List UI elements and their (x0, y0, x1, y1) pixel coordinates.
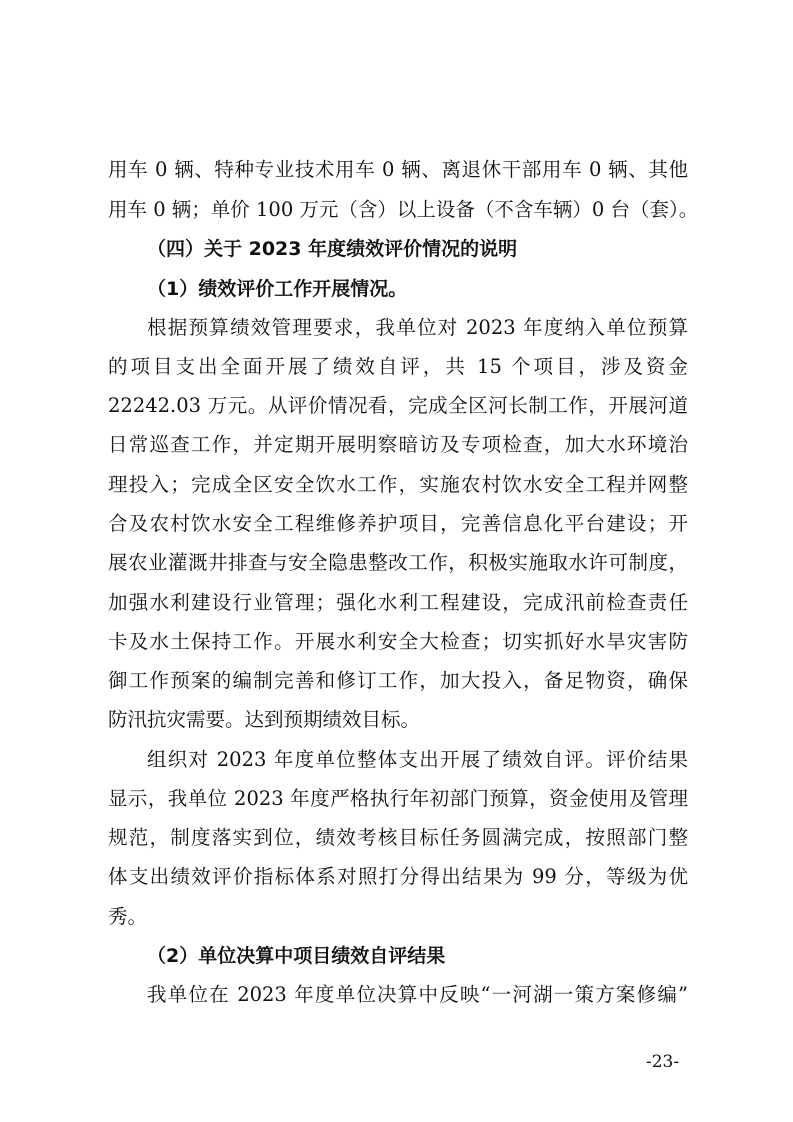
text-line: 22242.03 万元。从评价情况看，完成全区河长制工作，开展河道 (108, 394, 688, 417)
text-line: 理投入；完成全区安全饮水工作，实施农村饮水安全工程并网整 (108, 473, 688, 496)
section-heading: （四）关于 2023 年度绩效评价情况的说明 (147, 238, 518, 260)
text-line: 显示，我单位 2023 年度严格执行年初部门预算，资金使用及管理 (108, 787, 688, 810)
text-line: 秀。 (108, 905, 148, 928)
text-line: 合及农村饮水安全工程维修养护项目，完善信息化平台建设；开 (108, 512, 688, 535)
text-line: 加强水利建设行业管理；强化水利工程建设，完成汛前检查责任 (108, 591, 688, 614)
text-line: 御工作预案的编制完善和修订工作，加大投入，备足物资，确保 (108, 669, 688, 692)
paragraph-first-line: 组织对 2023 年度单位整体支出开展了绩效自评。评价结果 (147, 748, 688, 771)
subsection-heading: （1）绩效评价工作开展情况。 (147, 278, 408, 300)
paragraph-first-line: 根据预算绩效管理要求，我单位对 2023 年度纳入单位预算 (147, 316, 688, 339)
text-line: 展农业灌溉井排查与安全隐患整改工作，积极实施取水许可制度， (108, 551, 688, 574)
paragraph-first-line: 我单位在 2023 年度单位决算中反映“一河湖一策方案修编” (147, 983, 688, 1006)
text-line: 的项目支出全面开展了绩效自评，共 15 个项目，涉及资金 (108, 355, 688, 378)
text-line: 日常巡查工作，并定期开展明察暗访及专项检查，加大水环境治 (108, 433, 688, 456)
text-line: 卡及水土保持工作。开展水利安全大检查；切实抓好水旱灾害防 (108, 630, 688, 653)
page-number: -23- (646, 1052, 680, 1072)
text-line: 用车 0 辆；单价 100 万元（含）以上设备（不含车辆）0 台（套）。 (108, 198, 699, 221)
text-line: 用车 0 辆、特种专业技术用车 0 辆、离退休干部用车 0 辆、其他 (108, 158, 688, 181)
text-line: 规范，制度落实到位，绩效考核目标任务圆满完成，按照部门整 (108, 826, 688, 849)
text-line: 体支出绩效评价指标体系对照打分得出结果为 99 分，等级为优 (108, 865, 688, 888)
subsection-heading: （2）单位决算中项目绩效自评结果 (147, 945, 446, 967)
text-line: 防汛抗灾需要。达到预期绩效目标。 (108, 708, 421, 731)
